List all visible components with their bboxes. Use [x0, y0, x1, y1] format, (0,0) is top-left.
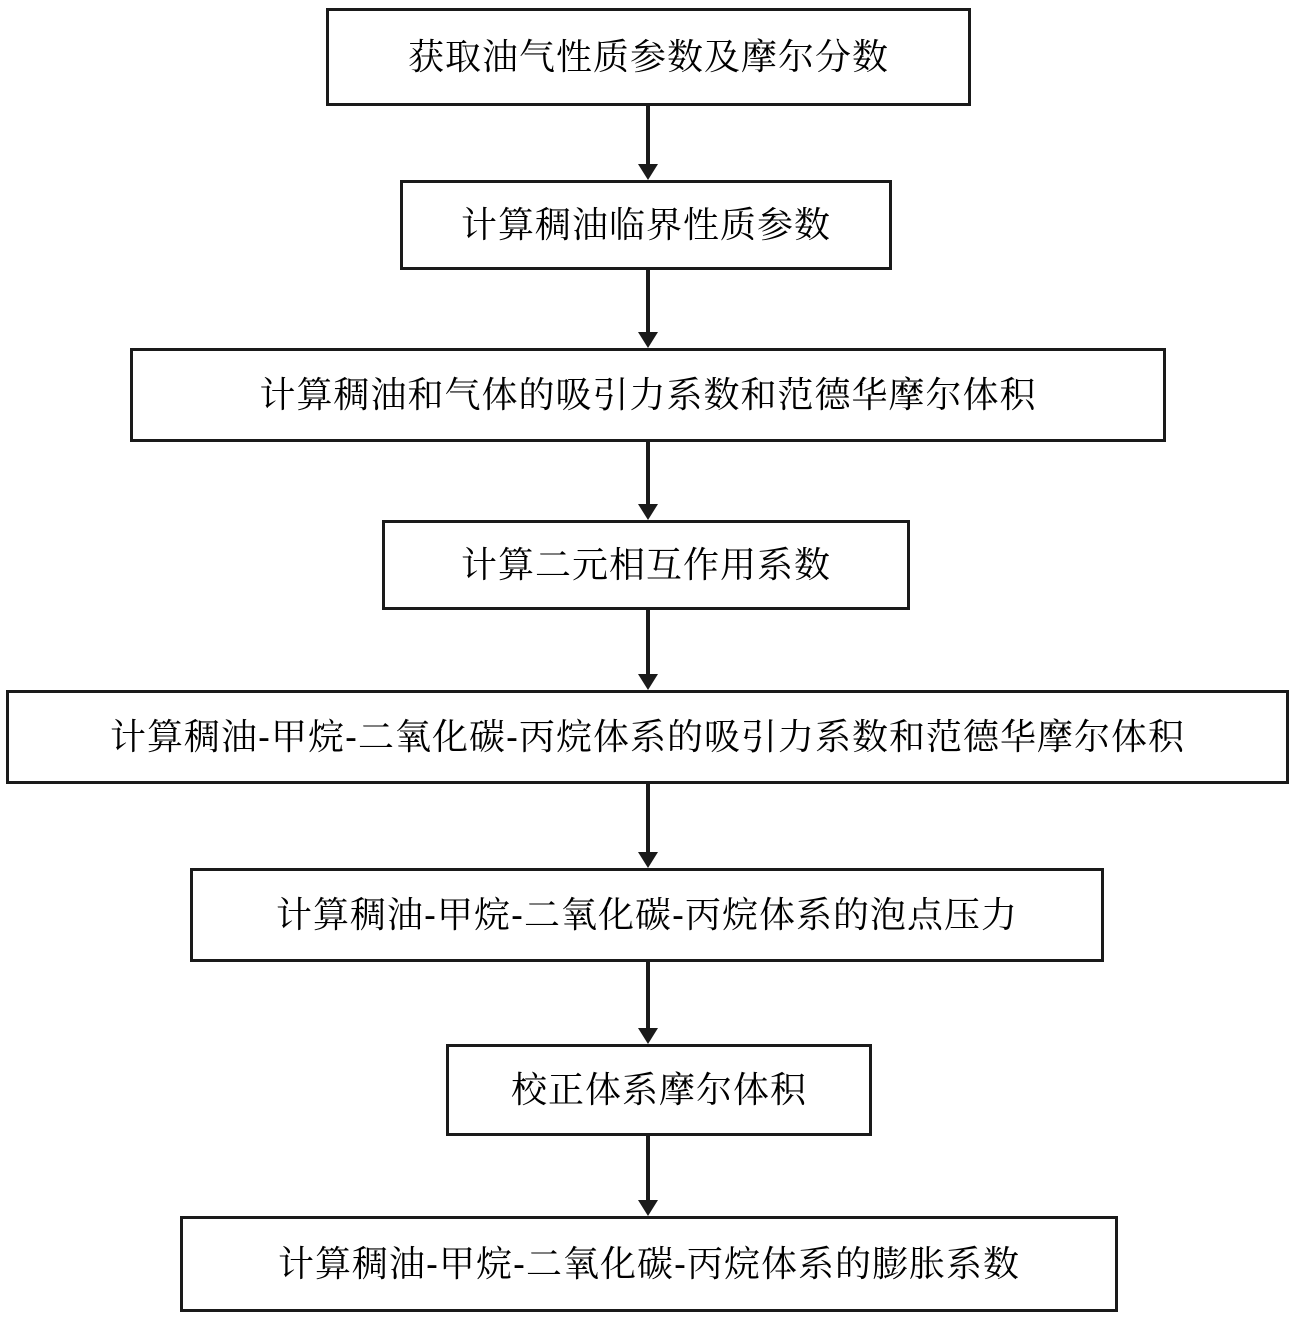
flow-node-label: 计算稠油临界性质参数 [460, 204, 831, 246]
flow-node-7 [446, 1044, 872, 1136]
flow-node-label: 计算二元相互作用系数 [460, 544, 831, 586]
flow-node-label: 获取油气性质参数及摩尔分数 [407, 36, 889, 78]
flow-node-5 [6, 690, 1289, 784]
flow-node-label: 计算稠油-甲烷-二氧化碳-丙烷体系的泡点压力 [276, 894, 1018, 936]
flow-node-2 [400, 180, 892, 270]
flow-node-1 [326, 8, 971, 106]
flow-node-label: 计算稠油-甲烷-二氧化碳-丙烷体系的膨胀系数 [278, 1243, 1020, 1285]
flow-node-label: 计算稠油-甲烷-二氧化碳-丙烷体系的吸引力系数和范德华摩尔体积 [110, 716, 1185, 758]
flow-node-4 [382, 520, 910, 610]
flow-node-label: 校正体系摩尔体积 [510, 1069, 807, 1111]
flow-node-6 [190, 868, 1104, 962]
flow-node-label: 计算稠油和气体的吸引力系数和范德华摩尔体积 [259, 374, 1037, 416]
flow-node-8 [180, 1216, 1118, 1312]
flow-node-3 [130, 348, 1166, 442]
